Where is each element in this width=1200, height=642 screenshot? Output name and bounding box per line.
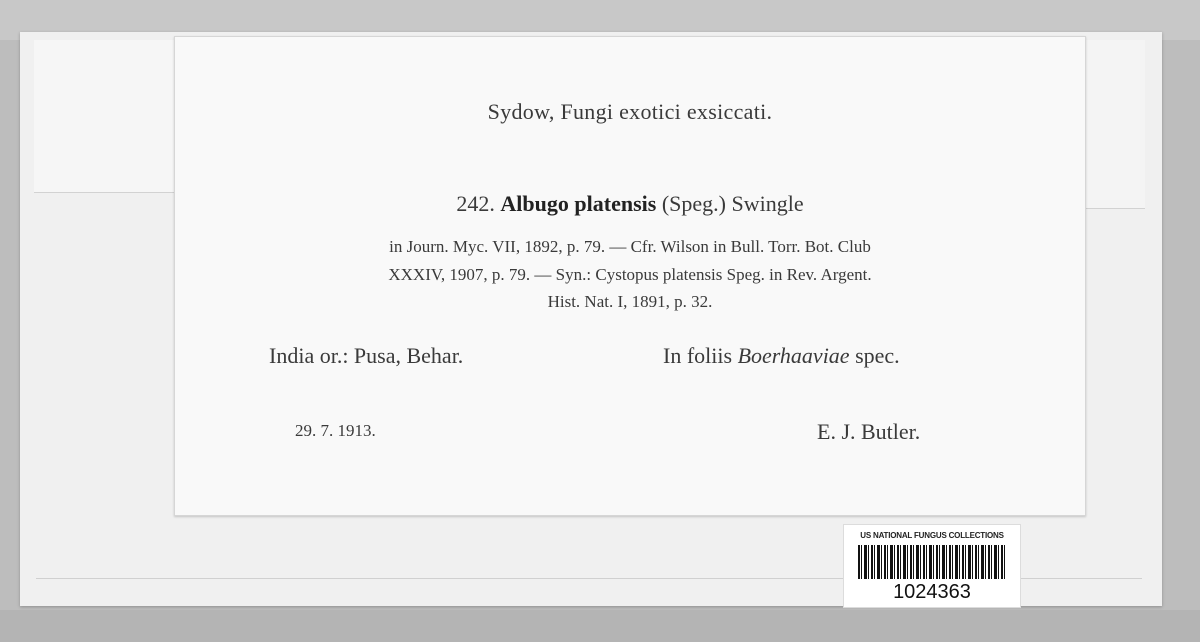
barcode-bars [858,545,1006,579]
host-prefix: In foliis [663,343,733,368]
species-authority: (Speg.) Swingle [661,191,804,216]
barcode-number: 1024363 [893,581,971,603]
citation-line-1: in Journ. Myc. VII, 1892, p. 79. — Cfr. Wilson in Bull. Torr. Bot. Club [389,237,871,256]
packet-flap-right [1082,40,1145,209]
collector-name: E. J. Butler. [817,419,921,444]
barcode-sticker [843,524,1021,608]
citation-line-2: XXXIV, 1907, p. 79. — Syn.: Cystopus platensis Speg. in Rev. Argent. [388,265,872,284]
citation-line-3: Hist. Nat. I, 1891, p. 32. [547,292,713,311]
specimen-label [174,36,1086,516]
species-number: 242. [456,191,495,216]
packet-flap-left [34,40,181,193]
host-genus: Boerhaaviae [737,343,850,368]
background-bottom [0,610,1200,642]
host-suffix: spec. [855,343,900,368]
locality: India or.: Pusa, Behar. [269,343,464,368]
series-header: Sydow, Fungi exotici exsiccati. [487,99,773,124]
collection-date: 29. 7. 1913. [295,421,376,440]
species-name: Albugo platensis [500,191,657,216]
barcode-title: US NATIONAL FUNGUS COLLECTIONS [860,531,1004,540]
host-substrate [663,343,900,369]
species-line [175,191,1085,217]
